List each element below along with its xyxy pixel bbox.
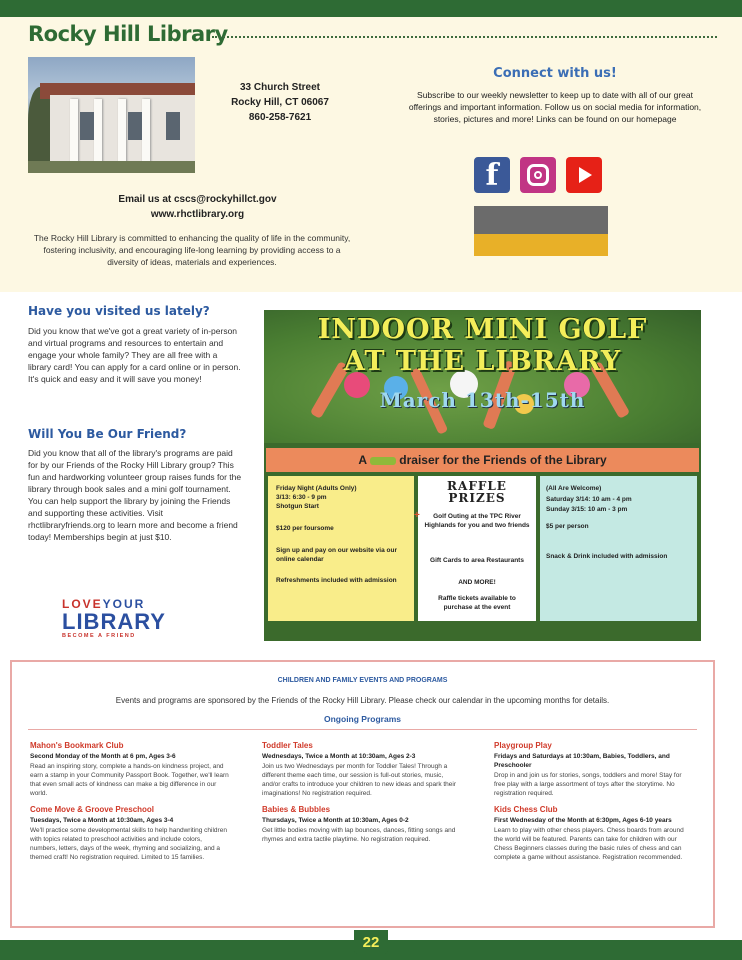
library-title: Rocky Hill Library bbox=[28, 22, 228, 46]
ongoing-programs-heading: Ongoing Programs bbox=[324, 714, 401, 724]
program-title: Babies & Bubbles bbox=[262, 805, 331, 814]
instagram-icon[interactable] bbox=[520, 157, 556, 193]
facebook-icon[interactable]: f bbox=[474, 157, 510, 193]
program-title: Kids Chess Club bbox=[494, 805, 558, 814]
program-title: Playgroup Play bbox=[494, 741, 552, 750]
raffle-prize-giftcards: Gift Cards to area Restaurants bbox=[430, 557, 524, 564]
weekend-price: $5 per person bbox=[546, 523, 589, 530]
friday-time: 3/13: 6:30 - 9 pm bbox=[276, 494, 327, 501]
program-when: Wednesdays, Twice a Month at 10:30am, Ages 2-3 bbox=[262, 753, 416, 760]
program-desc: We'll practice some developmental skills to help handwriting children with topics related to preschool activities and include colors, numbers, letters, days of the week, rhyming and socializing, and a themed craft! No registration required. Limited to 15 families. bbox=[30, 827, 227, 861]
logo-become-friend: BECOME A FRIEND bbox=[62, 633, 136, 639]
connect-text: Subscribe to our weekly newsletter to keep up to date with all of our great offerings and important information. Follow us on social media for information, stories, pictures and more! Links can be found on our homepage bbox=[408, 90, 702, 124]
events-column-3 bbox=[494, 740, 694, 868]
events-subtitle: Events and programs are sponsored by the Friends of the Rocky Hill Library. Please check our calendar in the upcoming months for details. bbox=[115, 696, 610, 705]
library-building-photo bbox=[28, 57, 195, 173]
program-desc: Drop in and join us for stories, songs, toddlers and more! Stay for free play with a large assortment of toys after the storytime. No registration required. bbox=[494, 772, 682, 797]
friday-refreshments: Refreshments included with admission bbox=[276, 577, 397, 584]
weekend-snack: Snack & Drink included with admission bbox=[546, 553, 668, 560]
raffle-panel bbox=[418, 476, 536, 621]
weekend-welcome: (All Are Welcome) bbox=[546, 485, 602, 492]
golf-title-line2: AT THE LIBRARY bbox=[343, 346, 622, 377]
program-desc: Get little bodies moving with lap bounces, dances, fitting songs and rhymes and extra tactile playtime. No registration required. bbox=[262, 827, 456, 843]
email-address[interactable]: Email us at cscs@rockyhillct.gov bbox=[118, 194, 277, 205]
friday-start: Shotgun Start bbox=[276, 503, 319, 510]
program-desc: Read an inspiring story, complete a hands-on kindness project, and earn a stamp in your Community Passport Book. Together, we'll learn that even small acts of kindness can make a big difference in our world. bbox=[30, 763, 229, 797]
library-address bbox=[200, 80, 360, 125]
events-title: CHILDREN AND FAMILY EVENTS AND PROGRAMS bbox=[277, 677, 448, 684]
friday-price: $120 per foursome bbox=[276, 525, 334, 532]
program-when: Second Monday of the Month at 6 pm, Ages 3-6 bbox=[30, 753, 176, 760]
phone-number: 860-258-7621 bbox=[248, 112, 312, 123]
love-your-library-logo bbox=[62, 597, 187, 645]
program-title: Mahon's Bookmark Club bbox=[30, 741, 124, 750]
friday-signup: Sign up and pay on our website via our online calendar bbox=[276, 547, 397, 563]
fundraiser-banner bbox=[266, 448, 699, 472]
program-when: First Wednesday of the Month at 6:30pm, Ages 6-10 years bbox=[494, 817, 672, 824]
visited-heading: Have you visited us lately? bbox=[28, 304, 210, 318]
friend-heading: Will You Be Our Friend? bbox=[28, 427, 187, 441]
weekend-panel bbox=[540, 476, 697, 621]
contact-block bbox=[70, 192, 325, 222]
raffle-prize-golf: Golf Outing at the TPC River Highlands for you and two friends bbox=[424, 513, 530, 529]
page-number: 22 bbox=[354, 930, 388, 954]
events-column-1 bbox=[30, 740, 230, 868]
address-street: 33 Church Street bbox=[239, 82, 321, 93]
youtube-icon[interactable] bbox=[566, 157, 602, 193]
golf-title bbox=[264, 314, 701, 378]
events-section bbox=[10, 660, 715, 928]
mini-golf-flyer bbox=[264, 310, 701, 641]
program-when: Thursdays, Twice a Month at 10:30am, Ages 0-2 bbox=[262, 817, 409, 824]
weekend-saturday: Saturday 3/14: 10 am - 4 pm bbox=[546, 496, 632, 503]
visited-text: Did you know that we've got a great variety of in-person and virtual programs and resources to entertain and engage your whole family? They are all free with a library card! You can apply for a card online or in person. It's quick and easy and it will save you money! bbox=[28, 326, 241, 384]
raffle-prize-more: AND MORE! bbox=[458, 579, 496, 586]
weekend-sunday: Sunday 3/15: 10 am - 3 pm bbox=[546, 506, 628, 513]
golf-title-line1: INDOOR MINI GOLF bbox=[317, 314, 648, 345]
mission-statement: The Rocky Hill Library is committed to enhancing the quality of life in the community, fostering inclusivity, and encouraging life-long learning by providing access to a diversity of ideas, materials and experiences. bbox=[33, 233, 351, 267]
program-when: Fridays and Saturdays at 10:30am, Babies, Toddlers, and Preschooler bbox=[494, 753, 670, 769]
connect-heading: Connect with us! bbox=[493, 66, 617, 81]
logo-your: YOUR bbox=[102, 597, 146, 611]
title-divider bbox=[212, 36, 717, 38]
newsletter-badge bbox=[474, 206, 608, 256]
events-divider bbox=[28, 729, 697, 730]
events-column-2 bbox=[262, 740, 462, 850]
fundraiser-a: A bbox=[358, 453, 367, 467]
program-desc: Learn to play with other chess players. Chess boards from around the world will be featured. Parents can take for children with our Chess Beginners classes during the basic rules of chess and can complete a game without assistance. Registration recommended. bbox=[494, 827, 684, 861]
friday-night: Friday Night (Adults Only) bbox=[276, 485, 357, 492]
program-title: Toddler Tales bbox=[262, 741, 313, 750]
fundraiser-text: draiser for the Friends of the Library bbox=[399, 453, 607, 467]
raffle-tickets: Raffle tickets available to purchase at the event bbox=[438, 595, 516, 611]
golf-dates: March 13th-15th bbox=[379, 388, 586, 412]
friday-panel bbox=[268, 476, 414, 621]
address-city: Rocky Hill, CT 06067 bbox=[231, 97, 329, 108]
raffle-title: RAFFLE PRIZES bbox=[447, 479, 507, 505]
top-bar bbox=[0, 0, 742, 17]
logo-love: LOVE bbox=[62, 597, 103, 611]
program-desc: Join us two Wednesdays per month for Toddler Tales! Through a different theme each time, our session is full-out stories, music, and/or crafts to introduce your children to new ideas and spark their imaginations! No registration required. bbox=[262, 763, 457, 797]
program-title: Come Move & Groove Preschool bbox=[30, 805, 155, 814]
plus-icon: + bbox=[414, 510, 420, 521]
program-when: Tuesdays, Twice a Month at 10:30am, Ages 3-4 bbox=[30, 817, 174, 824]
logo-library: LIBRARY bbox=[62, 609, 166, 634]
friend-text: Did you know that all of the library's programs are paid for by our Friends of the Rocky Hill Library group? This fun and hardworking volunteer group raises funds for the library through book sales and a mini golf tournament. You can help support the library by joining the Friends and supporting these activities. Visit rhctlibraryfriends.org to learn more and become a friend today! Memberships begin at just $10. bbox=[28, 448, 242, 542]
website-link[interactable]: www.rhctlibrary.org bbox=[150, 209, 245, 220]
